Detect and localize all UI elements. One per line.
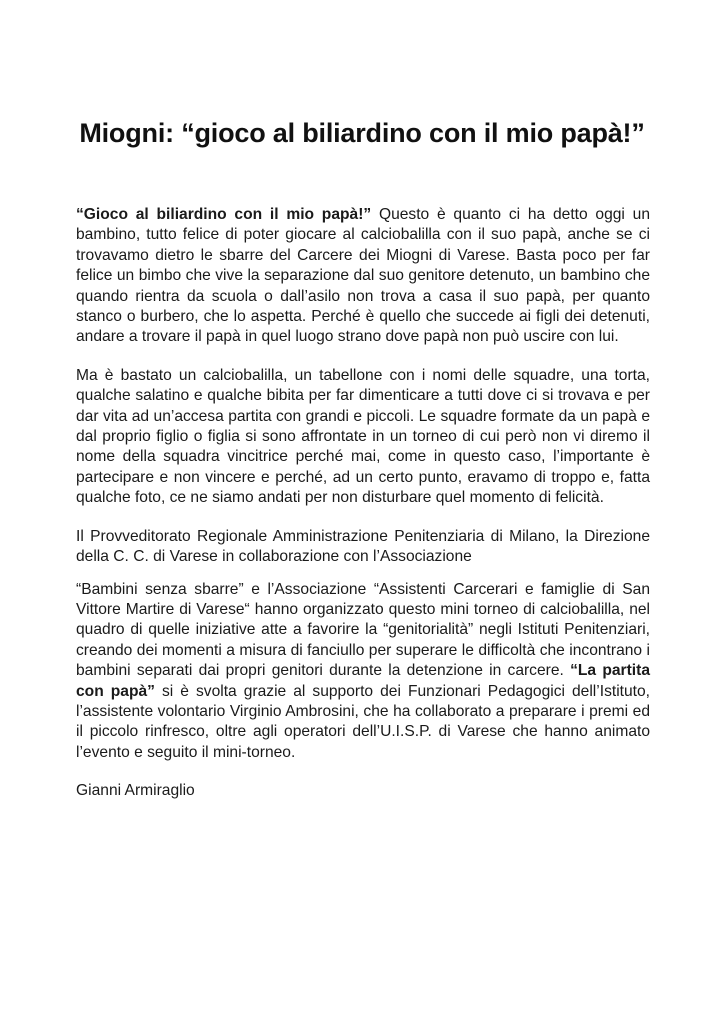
paragraph-4 [76, 580, 650, 764]
paragraph-2: Ma è bastato un calciobalilla, un tabellone con i nomi delle squadre, una torta, qualche salatino e qualche bibita per far dimenticare a tutti dove ci si trovava e per dar vita ad un’accesa partita con grandi e piccoli. Le squadre formate da un papà e dal proprio figlio o figlia si sono affrontate in un torneo di cui però non vi diremo il nome della squadra vincitrice perché mai, come in questo caso, l’importante è partecipare e non vincere e perché, ad un certo punto, eravamo di troppo e, fatta qualche foto, ce ne siamo andati per non disturbare quel momento di felicità. [76, 366, 650, 507]
paragraph-4-text-a: “Bambini senza sbarre” e l’Associazione “Assistenti Carcerari e famiglie di San Vittore Martire di Varese“ hanno organizzato questo mini torneo di calciobalilla, nel quadro di quelle iniziative atte a favorire la “genitorialità” negli Istituti Penitenziari, creando dei momenti a misura di fanciullo per superare le difficoltà che incontrano i bambini separati dai propri genitori durante la detenzione in carcere. [76, 580, 650, 680]
article-body [76, 205, 650, 820]
paragraph-1 [76, 205, 650, 348]
paragraph-3: Il Provveditorato Regionale Amministrazione Penitenziaria di Milano, la Direzione della C. C. di Varese in collaborazione con l’Associazione [76, 527, 650, 566]
paragraph-4-text-b: si è svolta grazie al supporto dei Funzionari Pedagogici dell’Istituto, l’assistente volontario Virginio Ambrosini, che ha collaborato a preparare i premi ed il piccolo rinfresco, oltre agli operatori dell’U.I.S.P. di Varese che hanno animato l’evento e seguito il mini-torneo. [76, 682, 650, 761]
match-title-bold: “La partita con papà” [76, 662, 650, 700]
author-signature: Gianni Armiraglio [76, 782, 195, 800]
article-title: Miogni: “gioco al biliardino con il mio papà!” [79, 118, 645, 148]
paragraph-1-text: Questo è quanto ci ha detto oggi un bambino, tutto felice di poter giocare al calciobalilla con il suo papà, anche se ci trovavamo dietro le sbarre del Carcere dei Miogni di Varese. Basta poco per far felice un bimbo che vive la separazione dal suo genitore detenuto, un bambino che quando rientra da scuola o dall’asilo non trova a casa il suo papà, per quanto stanco o burbero, che lo aspetta. Perché è quello che succede ai figli dei detenuti, andare a trovare il papà in quel luogo strano dove papà non può uscire con lui. [76, 206, 650, 346]
quote-bold: “Gioco al biliardino con il mio papà!” [76, 206, 372, 223]
